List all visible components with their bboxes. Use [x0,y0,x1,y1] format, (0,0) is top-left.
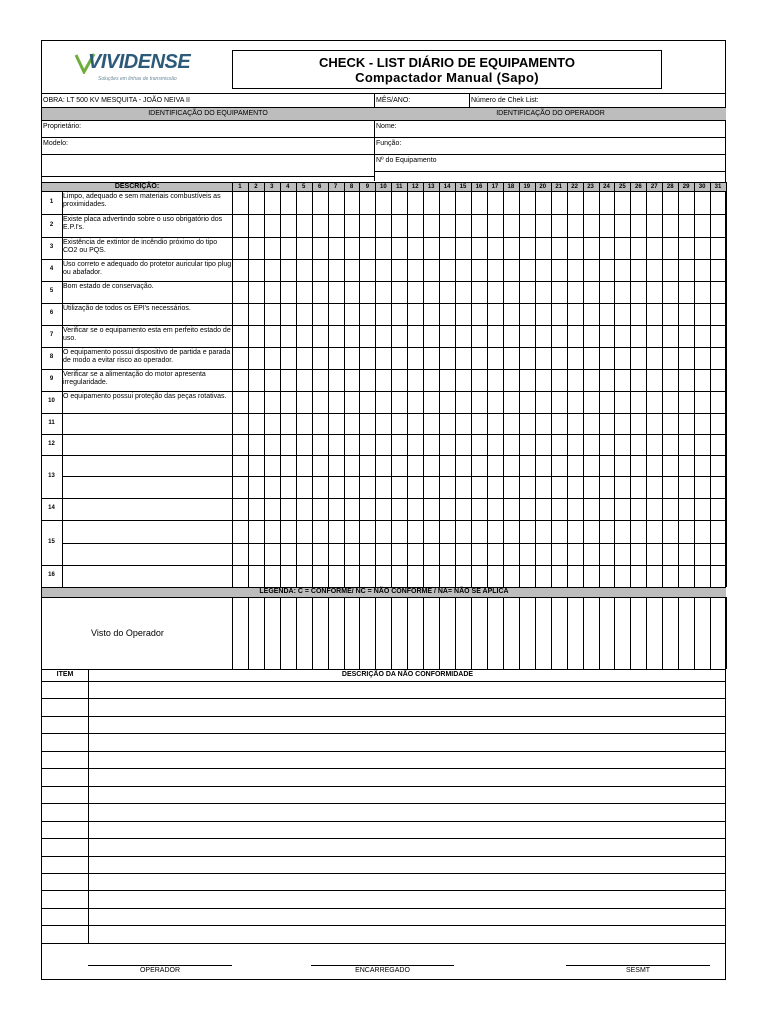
modelo-label: Modelo: [43,140,68,147]
checklist-item-text: Verificar se a alimentação do motor apresenta irregularidade. [63,371,206,386]
equipment-number-label: Nº do Equipamento [376,157,437,164]
day-column-header: 7 [333,184,338,190]
sesmt-label: SESMT [625,967,651,974]
day-column-header: 3 [270,184,274,190]
day-column-header: 4 [286,184,290,190]
day-column-header: 16 [475,184,483,190]
checklist-item-text: Bom estado de conservação. [63,283,154,290]
form-subtitle: Compactador Manual (Sapo) [355,70,539,85]
day-column-header: 20 [539,184,547,190]
checklist-item-text: Verificar se o equipamento esta em perfeito estado de uso. [63,327,231,342]
day-column-header: 15 [459,184,467,190]
day-column-header: 23 [587,184,594,190]
checklist-item-number: 11 [48,419,55,426]
checklist-item-number: 15 [48,538,55,545]
day-column-header: 13 [427,184,435,190]
form-title: CHECK - LIST DIÁRIO DE EQUIPAMENTO [319,55,575,70]
checklist-item-number: 9 [49,376,54,382]
day-column-header: 26 [634,184,642,190]
day-column-header: 6 [317,184,322,190]
descricao-header: DESCRIÇÃO: [114,183,160,190]
checklist-item-number: 5 [49,288,54,294]
proprietario-label: Proprietário: [43,123,82,130]
checklist-item-number: 2 [49,221,54,228]
day-column-header: 25 [619,184,626,190]
day-column-header: 11 [396,184,403,190]
checklist-item-number: 7 [49,332,54,338]
day-column-header: 2 [254,184,258,190]
day-column-header: 1 [238,184,242,190]
day-column-header: 9 [365,184,370,190]
day-column-header: 22 [571,184,578,190]
encarregado-label: ENCARREGADO [355,967,410,974]
nc-description-header: DESCRIÇÃO DA NÃO CONFORMIDADE [341,671,474,678]
checklist-item-number: 16 [48,572,55,578]
checklist-item-text: Utilização de todos os EPI's necessários. [63,305,191,312]
checklist-item-text: Uso correto e adequado do protetor auricular tipo plug ou abafador. [63,261,232,276]
day-column-header: 29 [682,184,690,190]
day-column-header: 10 [380,184,387,190]
checklist-item-number: 12 [48,440,55,447]
day-column-header: 31 [714,184,722,190]
day-column-header: 5 [302,184,306,190]
encarregado-signature-line[interactable] [311,965,454,966]
logo-wordmark: VIVIDENSE [88,51,191,73]
checklist-item-text: Limpo, adequado e sem materiais combustíveis as proximidades. [63,193,221,208]
equipment-id-header: IDENTIFICAÇÃO DO EQUIPAMENTO [148,110,268,117]
checklist-item-text: O equipamento possui proteção das peças rotativas. [63,393,227,400]
day-column-header: 14 [443,184,451,190]
checklist-item-text: Existência de extintor de incêndio próximo do tipo CO2 ou PQS. [63,239,218,254]
checklist-item-number: 13 [48,472,55,479]
operador-label: OPERADOR [139,967,181,974]
nome-label: Nome: [376,123,397,130]
checklist-item-number: 1 [49,198,54,205]
legend: LEGENDA: C = CONFORME/ NC = NÃO CONFORME / NA= NÃO SE APLICA [259,588,509,595]
sesmt-signature-line[interactable] [566,965,710,966]
day-column-header: 18 [507,184,515,190]
item-header: ITEM [56,671,74,678]
checklist-item-number: 6 [49,310,54,316]
day-column-header: 19 [523,184,531,190]
checklist-item-text: Existe placa advertindo sobre o uso obrigatório dos E.P.I's. [63,216,223,231]
check-number-label: Número de Chek List: [471,97,539,104]
checklist-item-number: 4 [49,266,54,272]
checklist-item-number: 14 [48,505,55,511]
day-column-header: 21 [555,184,562,190]
day-column-header: 8 [349,184,354,190]
obra-label: OBRA: LT 500 KV MESQUITA - JOÃO NEIVA II [43,97,190,104]
day-column-header: 24 [603,184,610,190]
logo-tagline: Soluções em linhas de transmissão [98,76,177,82]
funcao-label: Função: [376,140,402,147]
mes-ano-label: MÊS/ANO: [376,97,411,104]
checklist-item-text: O equipamento possui dispositivo de partida e parada de modo a evitar risco ao operador. [63,349,231,364]
operador-signature-line[interactable] [88,965,232,966]
checklist-item-number: 10 [48,398,55,404]
visto-operador-label: Visto do Operador [91,628,164,638]
day-column-header: 12 [411,184,419,190]
checklist-item-number: 3 [49,244,54,250]
title-box [232,50,662,89]
company-logo [74,50,214,86]
checklist-item-number: 8 [49,354,54,360]
day-column-header: 17 [491,184,499,190]
day-column-header: 30 [698,184,706,190]
day-column-header: 27 [650,184,658,190]
day-column-header: 28 [666,184,674,190]
operator-id-header: IDENTIFICAÇÃO DO OPERADOR [496,110,605,117]
